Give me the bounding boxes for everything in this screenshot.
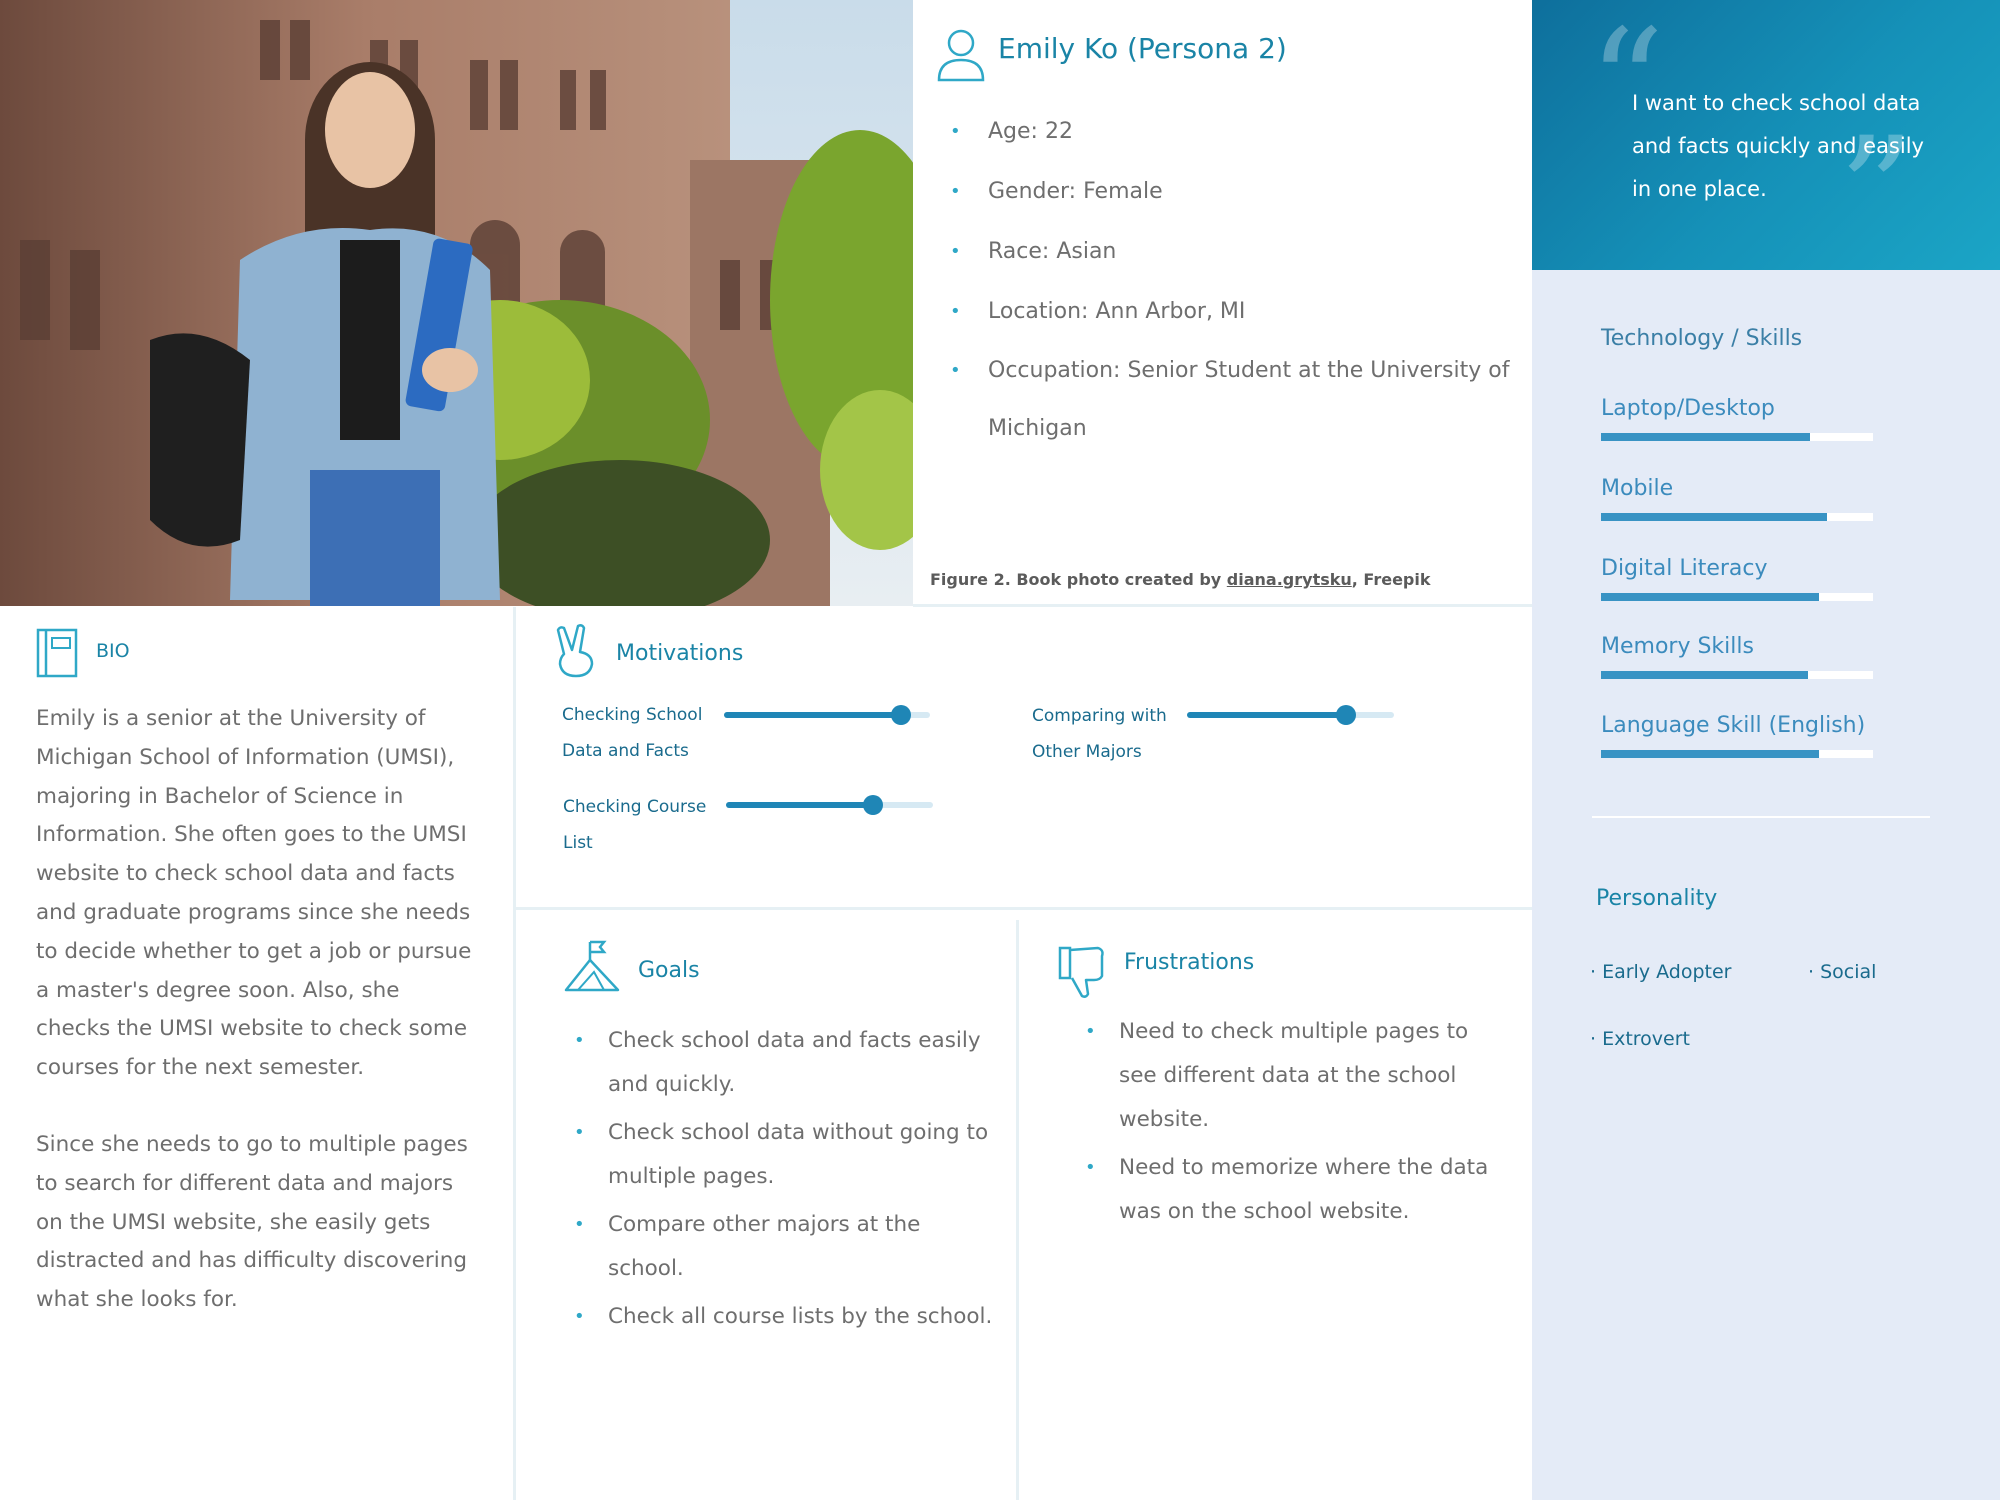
- skill-label: Laptop/Desktop: [1601, 396, 1775, 421]
- divider: [913, 604, 1532, 607]
- skill-label: Digital Literacy: [1601, 556, 1768, 581]
- skill-fill: [1601, 671, 1808, 679]
- mountain-flag-icon: [564, 938, 620, 992]
- slider-knob[interactable]: [863, 795, 883, 815]
- thumbs-down-icon: [1058, 944, 1106, 1000]
- detail-gender: • Gender: Female: [950, 162, 1510, 222]
- list-item: • Need to memorize where the data was on the school website.: [1077, 1146, 1497, 1234]
- slider-knob[interactable]: [1336, 705, 1356, 725]
- goals-list: [566, 1019, 996, 1343]
- skill-bar: [1601, 513, 1873, 521]
- skill-laptop-desktop: [1601, 396, 1873, 441]
- personality-title: Personality: [1596, 886, 1718, 911]
- frustrations-title: Frustrations: [1124, 950, 1255, 975]
- slider-fill: [724, 712, 901, 718]
- detail-race: • Race: Asian: [950, 222, 1510, 282]
- detail-location: • Location: Ann Arbor, MI: [950, 282, 1510, 342]
- right-divider: [1592, 816, 1930, 818]
- goals-title: Goals: [638, 958, 700, 983]
- list-item: • Compare other majors at the school.: [566, 1203, 996, 1291]
- slider-knob[interactable]: [891, 705, 911, 725]
- peace-hand-icon: [552, 624, 598, 678]
- detail-occupation: • Occupation: Senior Student at the University of Michigan: [950, 342, 1510, 458]
- frustrations-list: [1077, 1010, 1497, 1238]
- divider: [1016, 920, 1019, 1500]
- skill-language-english: [1601, 713, 1873, 758]
- open-quote-icon: “: [1588, 0, 1665, 172]
- persona-details: [950, 102, 1510, 458]
- motivation-label: Checking Course List: [563, 797, 707, 853]
- list-item: • Need to check multiple pages to see different data at the school website.: [1077, 1010, 1497, 1142]
- caption-prefix: Figure 2. Book photo created by: [930, 570, 1227, 589]
- skill-bar: [1601, 593, 1873, 601]
- motivation-slider[interactable]: [1187, 712, 1394, 718]
- bio-paragraph: Emily is a senior at the University of Michigan School of Information (UMSI), majoring in Bachelor of Science in Information. She often goes to the UMSI website to check school data and facts and graduate programs since she needs to decide whether to get a job or pursue a master's degree soon. Also, she checks the UMSI website to check some courses for the next semester.: [36, 706, 472, 1081]
- motivation-slider[interactable]: [726, 802, 933, 808]
- persona-name: Emily Ko (Persona 2): [998, 32, 1287, 65]
- quote-text: I want to check school data and facts quickly and easily in one place.: [1632, 91, 1924, 201]
- trait-social: · Social: [1808, 961, 1877, 983]
- persona-photo: [0, 0, 913, 607]
- skill-bar: [1601, 750, 1873, 758]
- bio-paragraph: Since she needs to go to multiple pages to search for different data and majors on the UMSI website, she easily gets distracted and has difficulty discovering what she looks for.: [36, 1131, 468, 1313]
- divider: [513, 607, 516, 1500]
- skill-mobile: [1601, 476, 1873, 521]
- motivation-slider[interactable]: [724, 712, 930, 718]
- bio-text: [36, 700, 476, 1358]
- skill-bar: [1601, 671, 1873, 679]
- list-item: • Check school data and facts easily and quickly.: [566, 1019, 996, 1107]
- skill-label: Language Skill (English): [1601, 713, 1866, 738]
- skill-fill: [1601, 750, 1819, 758]
- slider-fill: [726, 802, 873, 808]
- skill-fill: [1601, 513, 1827, 521]
- caption-author-link[interactable]: diana.grytsku: [1226, 570, 1352, 589]
- photo-caption: [930, 570, 1431, 589]
- user-icon: [935, 26, 987, 82]
- skill-fill: [1601, 593, 1819, 601]
- caption-suffix: , Freepik: [1351, 570, 1431, 589]
- divider: [0, 606, 913, 609]
- skills-title: Technology / Skills: [1601, 326, 1803, 351]
- motivation-label: Checking School Data and Facts: [562, 705, 703, 761]
- skill-label: Memory Skills: [1601, 634, 1754, 659]
- bio-title: BIO: [96, 640, 130, 662]
- skill-fill: [1601, 433, 1810, 441]
- skill-memory: [1601, 634, 1873, 679]
- slider-fill: [1187, 712, 1346, 718]
- detail-age: • Age: 22: [950, 102, 1510, 162]
- book-icon: [36, 628, 80, 678]
- trait-early-adopter: · Early Adopter: [1590, 961, 1732, 983]
- motivations-title: Motivations: [616, 641, 744, 666]
- close-quote-icon: ”: [1838, 106, 1915, 280]
- list-item: • Check all course lists by the school.: [566, 1295, 996, 1339]
- trait-extrovert: · Extrovert: [1590, 1028, 1690, 1050]
- skill-bar: [1601, 433, 1873, 441]
- skill-label: Mobile: [1601, 476, 1674, 501]
- list-item: • Check school data without going to multiple pages.: [566, 1111, 996, 1199]
- motivation-label: Comparing with Other Majors: [1032, 706, 1167, 762]
- skill-digital-literacy: [1601, 556, 1873, 601]
- divider: [514, 907, 1532, 910]
